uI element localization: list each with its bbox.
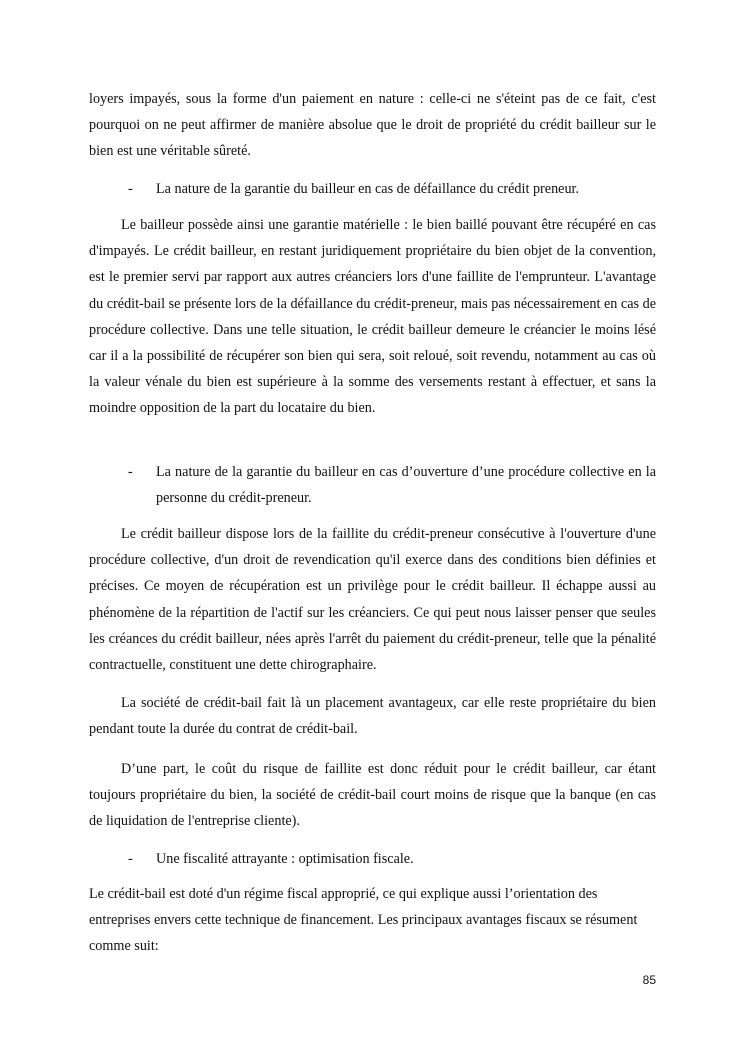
paragraph-continuation: [89, 86, 656, 165]
bullet-item-3: [128, 846, 656, 872]
paragraph-text: Le crédit bailleur dispose lors de la faillite du crédit-preneur consécutive à l'ouverture d'une procédure collective, d'un droit de revendication qu'il exerce dans des conditions bien définies et précises. Ce moyen de récupération est un privilège pour le crédit bailleur. Il échappe aussi au phénomène de la répartition de l'actif sur les créanciers. Ce qui peut nous laisser penser que seules les créances du crédit bailleur, nées après l'arrêt du paiement du crédit-preneur, telle que la pénalité contractuelle, constituent une dette chirographaire.: [89, 526, 656, 674]
paragraph-garantie-materielle: [89, 212, 656, 422]
bullet-dash: -: [128, 851, 133, 867]
paragraph-text: loyers impayés, sous la forme d'un paiement en nature : celle-ci ne s'éteint pas de ce fait, c'est pourquoi on ne peut affirmer de manière absolue que le droit de propriété du crédit bailleur sur le bien est une véritable sûreté.: [89, 91, 656, 160]
paragraph-text: D’une part, le coût du risque de faillite est donc réduit pour le crédit bailleur, car étant toujours propriétaire du bien, la société de crédit-bail court moins de risque que la banque (en cas de liquidation de l'entreprise cliente).: [89, 761, 656, 830]
page-number: 85: [642, 973, 656, 987]
paragraph-placement-avantageux: [89, 690, 656, 742]
bullet-text: La nature de la garantie du bailleur en cas d’ouverture d’une procédure collective en la personne du crédit-preneur.: [156, 464, 656, 507]
bullet-item-2: [128, 459, 656, 511]
paragraph-text: Le crédit-bail est doté d'un régime fiscal approprié, ce qui explique aussi l’orientation des entreprises envers cette technique de financement. Les principaux avantages fiscaux se résument comme suit:: [89, 886, 638, 955]
paragraph-regime-fiscal: [89, 881, 649, 960]
bullet-item-1: [128, 176, 656, 202]
paragraph-cout-risque: [89, 756, 656, 835]
bullet-text: Une fiscalité attrayante : optimisation fiscale.: [156, 851, 414, 867]
bullet-dash: -: [128, 464, 133, 480]
bullet-dash: -: [128, 181, 133, 197]
bullet-text: La nature de la garantie du bailleur en cas de défaillance du crédit preneur.: [156, 181, 580, 197]
paragraph-droit-revendication: [89, 521, 656, 678]
paragraph-text: Le bailleur possède ainsi une garantie matérielle : le bien baillé pouvant être récupéré en cas d'impayés. Le crédit bailleur, en restant juridiquement propriétaire du bien objet de la convention, est le premier servi par rapport aux autres créanciers lors d'une faillite de l'emprunteur. L'avantage du crédit-bail se présente lors de la défaillance du crédit-preneur, mais pas nécessairement en cas de procédure collective. Dans une telle situation, le crédit bailleur demeure le créancier le moins lésé car il a la possibilité de récupérer son bien qui sera, soit reloué, soit revendu, notamment au cas où la valeur vénale du bien est supérieure à la somme des versements restant à effectuer, et sans la moindre opposition de la part du locataire du bien.: [89, 217, 656, 417]
paragraph-text: La société de crédit-bail fait là un placement avantageux, car elle reste propriétaire du bien pendant toute la durée du contrat de crédit-bail.: [89, 695, 656, 738]
